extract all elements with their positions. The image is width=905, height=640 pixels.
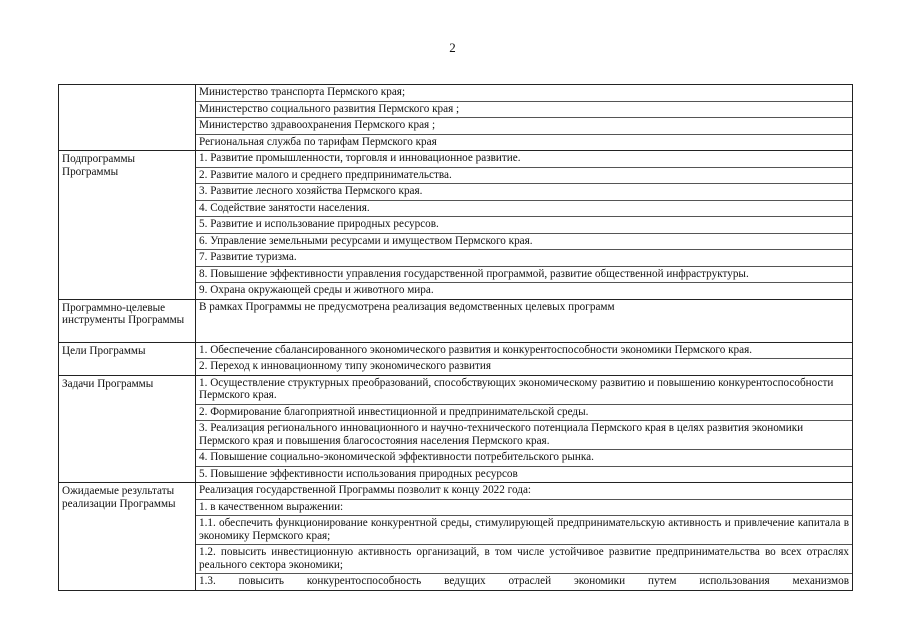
row-label: Задачи Программы (59, 375, 196, 483)
row-content (196, 342, 853, 375)
list-item: Министерство социального развития Пермского края ; (196, 102, 852, 119)
list-item: 3. Развитие лесного хозяйства Пермского края. (196, 184, 852, 201)
row-content (196, 375, 853, 483)
list-item: 1.3. повысить конкурентоспособность ведущих отраслей экономики путем использования механизмов (199, 575, 849, 587)
table-row-subprograms (59, 151, 853, 300)
table-row-instruments (59, 299, 853, 342)
table-row-results (59, 483, 853, 591)
page-number: 2 (449, 40, 456, 55)
row-content (196, 85, 853, 151)
list-item: 4. Повышение социально-экономической эффективности потребительского рынка. (196, 450, 852, 467)
list-item: 1. в качественном выражении: (196, 500, 852, 517)
list-item: 3. Реализация регионального инновационного и научно-технического потенциала Пермского края в целях развития экономики Пермского края и повышения благосостояния населения Пермского края. (196, 421, 852, 450)
table-row-goals (59, 342, 853, 375)
list-item: Региональная служба по тарифам Пермского края (199, 135, 437, 148)
row-label (59, 85, 196, 151)
list-item: 1. Осуществление структурных преобразований, способствующих экономическому развитию и повышению конкурентоспособности Пермского края. (196, 376, 852, 405)
list-item: 2. Формирование благоприятной инвестиционной и предпринимательской среды. (196, 405, 852, 422)
list-item: 5. Повышение эффективности использования природных ресурсов (199, 467, 518, 480)
list-item: 2. Развитие малого и среднего предпринимательства. (196, 168, 852, 185)
table-row-tasks (59, 375, 853, 483)
row-content (196, 151, 853, 300)
list-item: 8. Повышение эффективности управления государственной программой, развитие общественной инфраструктуры. (196, 267, 852, 284)
row-label: Подпрограммы Программы (59, 151, 196, 300)
list-item: 4. Содействие занятости населения. (196, 201, 852, 218)
list-item: 6. Управление земельными ресурсами и имуществом Пермского края. (196, 234, 852, 251)
list-item: В рамках Программы не предусмотрена реализация ведомственных целевых программ (199, 300, 615, 313)
list-item: Реализация государственной Программы позволит к концу 2022 года: (196, 483, 852, 500)
row-label: Цели Программы (59, 342, 196, 375)
list-item: 1.2. повысить инвестиционную активность организаций, в том числе устойчивое развитие предпринимательства во всех отраслях реального сектора экономики; (196, 545, 852, 574)
list-item: 5. Развитие и использование природных ресурсов. (196, 217, 852, 234)
row-content (196, 483, 853, 591)
row-label: Ожидаемые результаты реализации Программы (59, 483, 196, 591)
list-item: 7. Развитие туризма. (196, 250, 852, 267)
list-item: 1. Развитие промышленности, торговля и инновационное развитие. (196, 151, 852, 168)
list-item: 1. Обеспечение сбалансированного экономического развития и конкурентоспособности экономики Пермского края. (196, 343, 852, 360)
list-item: 1.1. обеспечить функционирование конкурентной среды, стимулирующей предпринимательскую активность и привлечение капитала в экономику Пермского края; (196, 516, 852, 545)
list-item: Министерство транспорта Пермского края; (196, 85, 852, 102)
row-content (196, 299, 853, 342)
list-item: 9. Охрана окружающей среды и животного мира. (199, 284, 434, 296)
passport-table (58, 84, 853, 591)
row-label: Программно-целевые инструменты Программы (59, 299, 196, 342)
list-item: Министерство здравоохранения Пермского края ; (196, 118, 852, 135)
table-row-executors (59, 85, 853, 151)
list-item: 2. Переход к инновационному типу экономического развития (199, 360, 492, 372)
